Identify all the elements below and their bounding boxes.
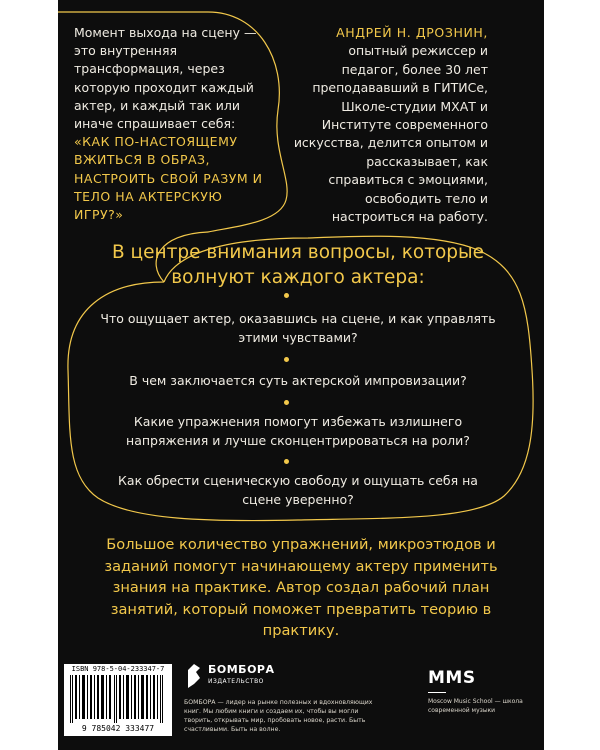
question-item: В чем заключается суть актерской импровизации? [129, 373, 467, 388]
question-item: Какие упражнения помогут избежать излишнего напряжения и лучше сконцентрироваться на роли? [126, 414, 470, 448]
author-name: АНДРЕЙ Н. ДРОЗНИН, [336, 25, 488, 40]
intro-text: Момент выхода на сцену — это внутренняя трансформация, через которую проходит каждый актер, и каждый так или иначе спрашивает себя: [74, 25, 257, 132]
author-block [288, 24, 488, 226]
mms-divider [428, 692, 446, 693]
barcode-number: 9 785042 333477 [81, 724, 155, 733]
publisher-description: БОМБОРА — лидер на рынке полезных и вдохновляющих книг. Мы любим книги и создаем их, чтобы вы могли творить, открывать мир, пробовать новое, расти. Быть счастливыми. Быть на волне. [184, 699, 373, 733]
bullet-dot [284, 459, 289, 464]
bombora-bird-icon [184, 662, 204, 690]
question-item: Что ощущает актер, оказавшись на сцене, и как управлять этими чувствами? [100, 311, 496, 345]
barcode-bars [68, 675, 168, 723]
isbn-label: ISBN 978-5-04-233347-7 [71, 665, 165, 673]
bullet-dot [284, 293, 289, 298]
author-bio: опытный режиссер и педагог, более 30 лет преподававший в ГИТИСе, Школе-студии МХАТ и Институте современного искусства, делится опытом и рассказывает, как справиться с эмоциями, освободить тело и настроиться на работу. [293, 43, 488, 225]
intro-question: «КАК ПО-НАСТОЯЩЕМУ ВЖИТЬСЯ В ОБРАЗ, НАСТРОИТЬ СВОЙ РАЗУМ И ТЕЛО НА АКТЕРСКУЮ ИГРУ?» [74, 134, 263, 223]
barcode [64, 664, 172, 736]
bullet-dot [284, 357, 289, 362]
mms-logo: MMS [428, 668, 476, 688]
summary-text: Большое количество упражнений, микроэтюдов и заданий помогут начинающему актеру применить знания на практике. Автор создал рабочий план занятий, который поможет превратить теорию в практику. [104, 536, 498, 639]
mms-description: Moscow Music School — школа современной музыки [428, 698, 523, 714]
intro-block [74, 24, 274, 224]
bullet-dot [284, 400, 289, 405]
question-item: Как обрести сценическую свободу и ощущать себя на сцене уверенно? [118, 473, 478, 507]
publisher-logo [184, 660, 274, 692]
back-cover [58, 0, 544, 750]
publisher-subtitle: ИЗДАТЕЛЬСТВО [208, 678, 264, 685]
questions-heading: В центре внимания вопросы, которые волнуют каждого актера: [111, 242, 485, 288]
publisher-name: БОМБОРА [208, 663, 275, 676]
